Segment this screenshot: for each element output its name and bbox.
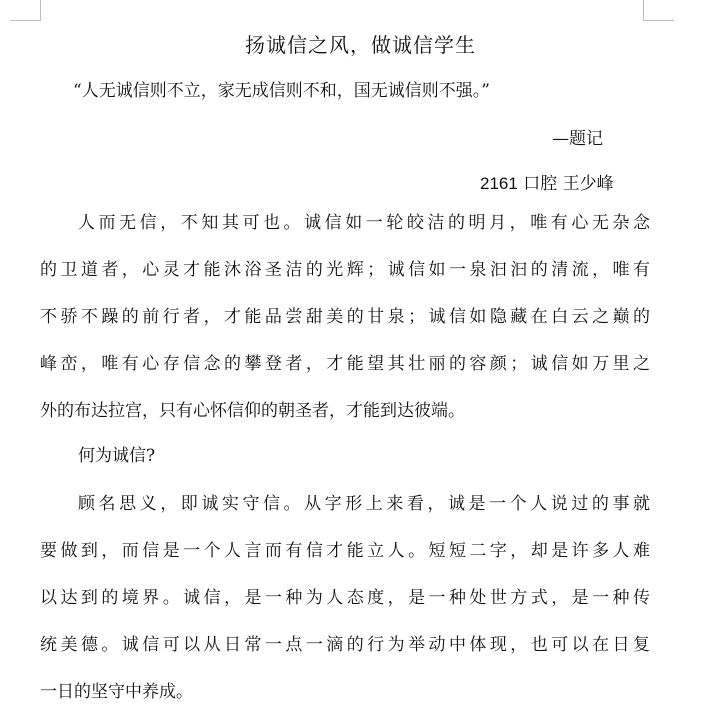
epigraph-quote: “人无诚信则不立，家无成信则不和，国无诚信则不强。” (73, 81, 490, 101)
author-class-number: 2161 (480, 174, 518, 193)
margin-corner-mark-right (643, 0, 674, 21)
paragraph-line: 顾名思义，即诚实守信。从字形上来看，诚是一个人说过的事就 (78, 494, 650, 514)
paragraph-line: 不骄不躁的前行者，才能品尝甜美的甘泉；诚信如隐藏在白云之巅的 (40, 307, 650, 327)
paragraph-1 (40, 200, 650, 435)
margin-corner-mark-left (10, 0, 41, 21)
paragraph-line: 统美德。诚信可以从日常一点一滴的行为举动中体现，也可以在日复 (40, 635, 650, 655)
paragraph-2 (40, 481, 650, 716)
paragraph-line: 一日的坚守中养成。 (40, 682, 193, 702)
author-name: 王少峰 (562, 174, 614, 194)
paragraph-line: 峰峦，唯有心存信念的攀登者，才能望其壮丽的容颜；诚信如万里之 (40, 354, 650, 374)
paragraph-line: 外的布达拉宫，只有心怀信仰的朝圣者，才能到达彼端。 (40, 401, 465, 421)
paragraph-line: 人而无信，不知其可也。诚信如一轮皎洁的明月，唯有心无杂念 (78, 213, 650, 233)
section-heading: 何为诚信? (78, 446, 156, 466)
author-major: 口腔 (523, 174, 558, 194)
author-line (480, 169, 614, 194)
paragraph-line: 的卫道者，心灵才能沐浴圣洁的光辉；诚信如一泉汩汩的清流，唯有 (40, 260, 650, 280)
paragraph-line: 以达到的境界。诚信，是一种为人态度，是一种处世方式，是一种传 (40, 588, 650, 608)
paragraph-line: 要做到，而信是一个人言而有信才能立人。短短二字，却是许多人难 (40, 541, 650, 561)
epigraph-signoff: —题记 (552, 129, 603, 149)
document-title: 扬诚信之风，做诚信学生 (245, 33, 476, 57)
